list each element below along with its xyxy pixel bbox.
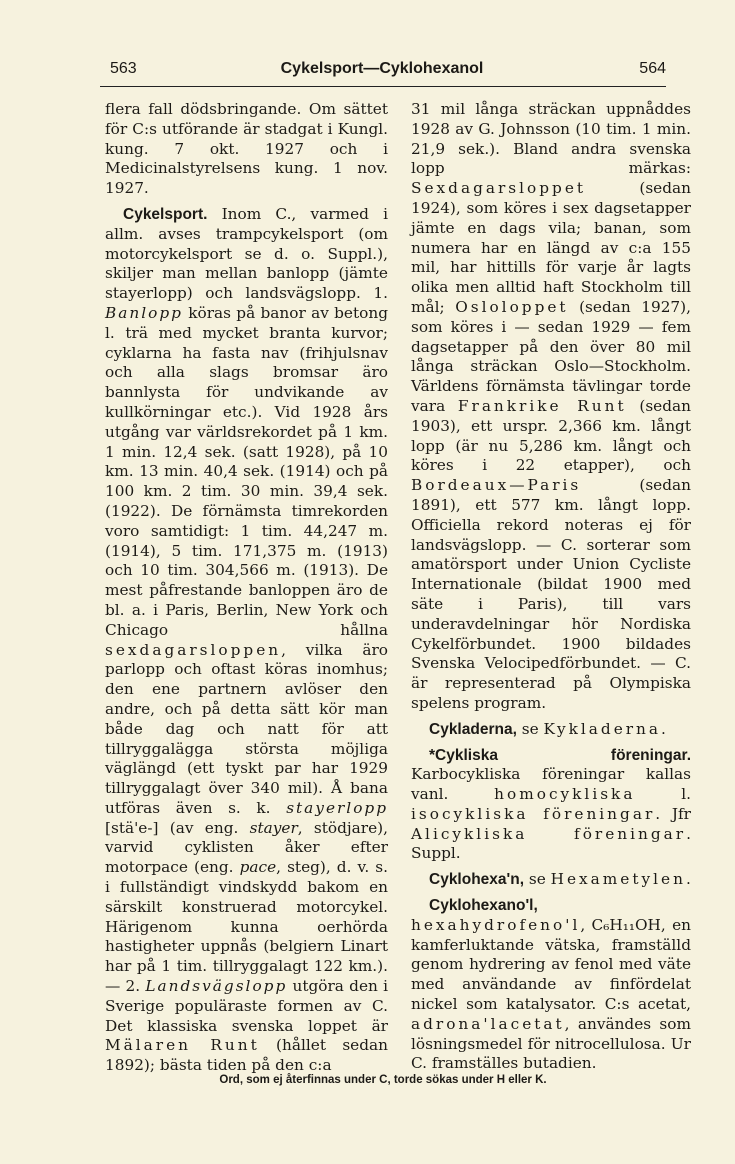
running-header — [98, 56, 666, 84]
left-column — [105, 100, 388, 1076]
headword: *Cykliska föreningar. — [429, 746, 691, 764]
continuation-paragraph: flera fall dödsbringande. Om sättet för C:s utförande är stadgat i Kungl. kung. 7 okt. 1927 och i Medicinalstyrelsens kung. 1 nov. 1927. — [105, 100, 388, 198]
headword: Cykladerna, — [429, 720, 517, 738]
running-title: Cykelsport—Cyklohexanol — [280, 60, 484, 77]
entry-cyklohexan: Cyklohexa'n, se Hexametylen. — [429, 870, 691, 889]
entry-cykelsport-continued: 31 mil långa sträckan uppnåddes 1928 av G. Johnsson (10 tim. 1 min. 21,9 sek.). Bland andra svenska lopp märkas: Sexdagarsloppet (sedan 1924), som köres i sex dagsetapper jämte en dags vila; banan, som numera har en längd av c:a 155 mil, har hittills för varje år lagts olika men alltid haft Stockholm till mål; Osloloppet (sedan 1927), som köres i — sedan 1929 — fem dagsetapper på den över 80 mil långa sträckan Oslo—Stockholm. Världens förnämsta tävlingar torde vara Frankrike Runt (sedan 1903), ett urspr. 2,366 km. långt lopp (är nu 5,286 km. långt och köres i 22 etapper), och Bordeaux—Paris (sedan 1891), ett 577 km. långt lopp. Officiella rekord noteras ej för landsvägslopp. — C. sorterar som amatörsport under Union Cycliste Internationale (bildat 1900 med säte i Paris), till vars underavdelningar hör Nordiska Cykelförbundet. 1900 bildades Svenska Velocipedförbundet. — C. är representerad på Olympiska spelens program. — [411, 100, 691, 712]
entry-cykliska-foreningar: *Cykliska föreningar. Karbocykliska föreningar kallas vanl. homocykliska l. isocykliska föreningar. Jfr Alicykliska föreningar. Suppl. — [411, 746, 692, 863]
footer-note: Ord, som ej återfinnas under C, torde sökas under H eller K. — [219, 1074, 547, 1086]
headword: Cykelsport. — [123, 205, 208, 223]
entry-cyklohexanol: Cyklohexano'l, hexahydrofeno'l, C₆H₁₁OH, en kamferluktande vätska, framställd genom hydrering av fenol med väte med användande av finfördelat nickel som katalysator. C:s acetat, adrona'lacetat, användes som lösningsmedel för nitrocellulosa. Ur C. framställes butadien. — [411, 897, 691, 1073]
page-number-right: 564 — [639, 60, 666, 77]
headword: Cyklohexano'l, — [429, 897, 538, 915]
right-column — [411, 100, 691, 1074]
entry-cykladerna: Cykladerna, se Kykladerna. — [429, 719, 666, 738]
headword: Cyklohexa'n, — [429, 871, 524, 889]
entry-cykelsport: Cykelsport. Inom C., varmed i allm. avses trampcykelsport (om motorcykelsport se d. o. Suppl.), skiljer man mellan banlopp (jämte stayerlopp) och landsvägslopp. 1. Banlopp köras på banor av betong l. trä med mycket branta kurvor; cyklarna ha fasta nav (frihjulsnav och alla slags bromsar äro bannlysta för undvikande av kullkörningar etc.). Vid 1928 års utgång var världsrekordet på 1 km. 1 min. 12,4 sek. (satt 1928), på 10 km. 13 min. 40,4 sek. (1914) och på 100 km. 2 tim. 30 min. 39,4 sek. (1922). De förnämsta timrekorden voro samtidigt: 1 tim. 44,247 m. (1914), 5 tim. 171,375 m. (1913) och 10 tim. 304,566 m. (1913). De mest påfrestande banloppen äro de bl. a. i Paris, Berlin, New York och Chicago hållna sexdagarsloppen, vilka äro parlopp och oftast köras inomhus; den ene partnern avlöser den andre, och på detta sätt kör man både dag och natt för att tillryggalägga största möjliga väglängd (ett tyskt par har 1929 tillryggalagt över 340 mil). Å bana utföras även s. k. stayerlopp [stä'e-] (av eng. stayer, stödjare), varvid cyklisten åker efter motorpace (eng. pace, steg), d. v. s. i fullständigt vindskydd bakom en särskilt konstruerad motorcykel. Härigenom kunna oerhörda hastigheter uppnås (belgiern Linart har på 1 tim. tillryggalagt 122 km.). — 2. Landsvägslopp utgöra den i Sverige populäraste formen av C. Det klassiska svenska loppet är Mälaren Runt (hållet sedan 1892); bästa tiden på den c:a — [105, 204, 389, 1075]
page-number-left: 563 — [110, 60, 137, 77]
header-rule — [100, 86, 666, 87]
